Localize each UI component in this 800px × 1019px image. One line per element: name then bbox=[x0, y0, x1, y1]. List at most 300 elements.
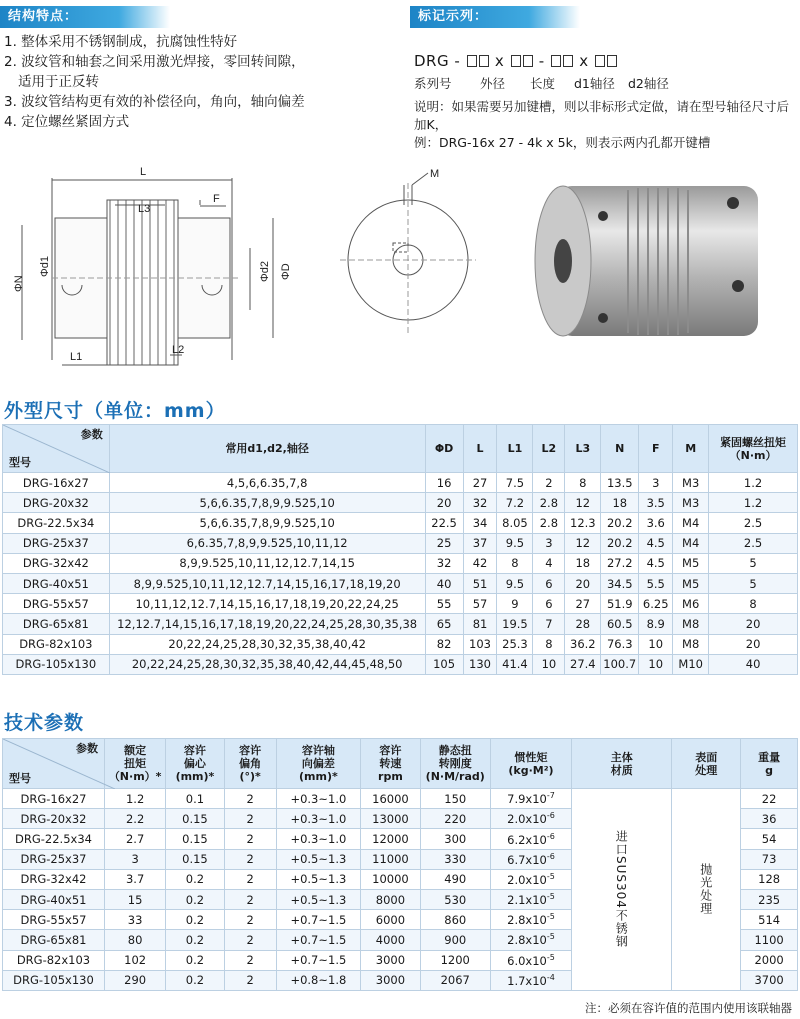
header-line: 主体 bbox=[610, 750, 633, 764]
table-row bbox=[3, 573, 798, 593]
table-cell: 9 bbox=[497, 594, 533, 614]
table-cell: 3.5 bbox=[639, 493, 673, 513]
table-row bbox=[3, 614, 798, 634]
table-cell: 2 bbox=[224, 789, 276, 809]
col-header bbox=[361, 739, 421, 789]
code-label: d1轴径 bbox=[574, 76, 615, 91]
table-cell: 860 bbox=[420, 910, 490, 930]
inertia-exponent: -5 bbox=[546, 952, 555, 962]
header-line: (°)* bbox=[239, 770, 261, 783]
table-cell: 8.9 bbox=[639, 614, 673, 634]
table-cell: 54 bbox=[741, 829, 798, 849]
feature-list bbox=[4, 32, 399, 132]
feature-item: 1. 整体采用不锈钢制成，抗腐蚀性特好 bbox=[4, 34, 238, 50]
inertia-base: 2.1x10 bbox=[507, 892, 547, 907]
table-cell: +0.3~1.0 bbox=[276, 809, 360, 829]
table-cell: 530 bbox=[420, 889, 490, 909]
table-cell: +0.7~1.5 bbox=[276, 930, 360, 950]
table-cell: 9.5 bbox=[497, 533, 533, 553]
code-box bbox=[607, 55, 617, 67]
table-cell: 42 bbox=[463, 553, 497, 573]
table-cell: 34 bbox=[463, 513, 497, 533]
table-cell: 27.4 bbox=[565, 654, 601, 674]
table-cell: DRG-40x51 bbox=[3, 573, 110, 593]
table-cell: 1.2 bbox=[709, 493, 798, 513]
inertia-exponent: -5 bbox=[546, 892, 555, 902]
table-cell: 2.8 bbox=[533, 513, 565, 533]
col-header: L1 bbox=[497, 425, 533, 473]
table-cell bbox=[490, 910, 571, 930]
feature-item: 2. 波纹管和轴套之间采用激光焊接，零回转间隙， bbox=[4, 54, 305, 70]
table-cell: 0.2 bbox=[166, 970, 224, 990]
table-cell: 20,22,24,25,28,30,32,35,38,40,42 bbox=[109, 634, 425, 654]
table-cell: 10 bbox=[639, 634, 673, 654]
header-line: 容许 bbox=[239, 744, 262, 757]
dim-F: F bbox=[213, 193, 220, 205]
header-line: 表面 bbox=[695, 750, 718, 764]
header-line: 材质 bbox=[610, 763, 633, 777]
table-cell: 300 bbox=[420, 829, 490, 849]
table-cell: DRG-25x37 bbox=[3, 849, 105, 869]
table-cell: 0.2 bbox=[166, 930, 224, 950]
table-cell: 105 bbox=[425, 654, 463, 674]
inertia-exponent: -5 bbox=[546, 932, 555, 942]
feature-item: 4. 定位螺丝紧固方式 bbox=[4, 114, 130, 130]
table-cell: 3 bbox=[533, 533, 565, 553]
table-cell: 10 bbox=[639, 654, 673, 674]
table-cell: 514 bbox=[741, 910, 798, 930]
code-box bbox=[467, 55, 477, 67]
code-box bbox=[551, 55, 561, 67]
table-cell: 12000 bbox=[361, 829, 421, 849]
header-line: 容许 bbox=[379, 744, 402, 757]
table-cell: DRG-20x32 bbox=[3, 493, 110, 513]
header-line: 容许轴 bbox=[301, 744, 335, 757]
table-cell: 4 bbox=[533, 553, 565, 573]
corner-param: 参数 bbox=[80, 428, 103, 441]
inertia-exponent: -6 bbox=[546, 811, 555, 821]
table-cell: +0.7~1.5 bbox=[276, 950, 360, 970]
side-view-drawing bbox=[0, 160, 300, 375]
table-cell bbox=[490, 970, 571, 990]
header-line: （N·m）* bbox=[108, 770, 162, 783]
tech-table bbox=[2, 738, 798, 991]
table-cell: 2 bbox=[224, 930, 276, 950]
code-box bbox=[479, 55, 489, 67]
dim-M: M bbox=[430, 168, 440, 180]
inertia-base: 6.0x10 bbox=[507, 953, 547, 968]
code-box bbox=[595, 55, 605, 67]
table-cell: 3.7 bbox=[104, 869, 165, 889]
table-row bbox=[3, 473, 798, 493]
header-line: 偏心 bbox=[183, 757, 206, 770]
coupling-photo bbox=[528, 168, 768, 348]
table-cell: 32 bbox=[463, 493, 497, 513]
table-cell: 4,5,6,6.35,7,8 bbox=[109, 473, 425, 493]
table-cell: 900 bbox=[420, 930, 490, 950]
code-prefix: DRG - bbox=[414, 52, 461, 70]
table-cell: 0.15 bbox=[166, 809, 224, 829]
dim-L3: L3 bbox=[138, 203, 151, 215]
inertia-base: 6.2x10 bbox=[507, 832, 547, 847]
table-cell: 27 bbox=[463, 473, 497, 493]
table-cell: +0.3~1.0 bbox=[276, 789, 360, 809]
table-cell: 6000 bbox=[361, 910, 421, 930]
table-cell bbox=[490, 849, 571, 869]
table-cell: 12,12.7,14,15,16,17,18,19,20,22,24,25,28,30,35,38 bbox=[109, 614, 425, 634]
table-cell: 1.2 bbox=[709, 473, 798, 493]
marking-banner: 标记示列： bbox=[410, 6, 580, 28]
inertia-exponent: -4 bbox=[546, 972, 555, 982]
table-cell: 5 bbox=[709, 573, 798, 593]
table-cell: DRG-82x103 bbox=[3, 634, 110, 654]
table-cell: 1.2 bbox=[104, 789, 165, 809]
tech-title: 技术参数 bbox=[4, 712, 85, 734]
table-cell: 76.3 bbox=[601, 634, 639, 654]
table-cell: 0.2 bbox=[166, 889, 224, 909]
table-cell: DRG-65x81 bbox=[3, 614, 110, 634]
col-header bbox=[741, 739, 798, 789]
table-cell: 7.2 bbox=[497, 493, 533, 513]
model-code bbox=[414, 52, 618, 70]
header-line: 重量 bbox=[758, 750, 781, 764]
table-row bbox=[3, 789, 798, 809]
table-cell: M10 bbox=[673, 654, 709, 674]
dims-corner-cell bbox=[3, 425, 110, 473]
table-cell: DRG-16x27 bbox=[3, 473, 110, 493]
table-cell: 5,6,6.35,7,8,9,9.525,10 bbox=[109, 493, 425, 513]
inertia-base: 7.9x10 bbox=[507, 792, 547, 806]
table-cell: 10 bbox=[533, 654, 565, 674]
table-cell: DRG-105x130 bbox=[3, 970, 105, 990]
table-cell bbox=[490, 930, 571, 950]
table-cell: 36.2 bbox=[565, 634, 601, 654]
inertia-exponent: -6 bbox=[546, 831, 555, 841]
footnote: 注：必须在容许值的范围内使用该联轴器 bbox=[585, 1001, 792, 1015]
table-cell: 220 bbox=[420, 809, 490, 829]
table-row bbox=[3, 533, 798, 553]
col-header: 常用d1,d2,轴径 bbox=[109, 425, 425, 473]
col-header bbox=[572, 739, 672, 789]
table-cell: 51 bbox=[463, 573, 497, 593]
code-dash: - bbox=[538, 52, 545, 70]
table-cell: 65 bbox=[425, 614, 463, 634]
structure-banner: 结构特点： bbox=[0, 6, 170, 28]
table-cell: 5,6,6.35,7,8,9,9.525,10 bbox=[109, 513, 425, 533]
header-line: 静态扭 bbox=[438, 744, 472, 757]
header-line: (mm)* bbox=[175, 770, 215, 783]
table-cell: 11000 bbox=[361, 849, 421, 869]
table-cell: 6,6.35,7,8,9,9.525,10,11,12 bbox=[109, 533, 425, 553]
table-cell: 2 bbox=[224, 970, 276, 990]
dims-title: 外型尺寸（单位：mm） bbox=[4, 400, 226, 422]
table-cell: +0.5~1.3 bbox=[276, 849, 360, 869]
table-cell: 12 bbox=[565, 493, 601, 513]
table-cell: 6 bbox=[533, 594, 565, 614]
table-cell: 34.5 bbox=[601, 573, 639, 593]
table-cell: 5 bbox=[709, 553, 798, 573]
table-cell: 40 bbox=[709, 654, 798, 674]
feature-item: 适用于正反转 bbox=[18, 74, 99, 90]
col-header bbox=[166, 739, 224, 789]
table-cell: 33 bbox=[104, 910, 165, 930]
dim-L1: L1 bbox=[70, 351, 83, 363]
table-cell: 80 bbox=[104, 930, 165, 950]
table-cell: 25 bbox=[425, 533, 463, 553]
code-label: d2轴径 bbox=[628, 76, 669, 91]
table-cell: 7.5 bbox=[497, 473, 533, 493]
table-cell: 3000 bbox=[361, 970, 421, 990]
table-cell: 10,11,12,12.7,14,15,16,17,18,19,20,22,24,25 bbox=[109, 594, 425, 614]
code-box bbox=[523, 55, 533, 67]
table-cell: 13000 bbox=[361, 809, 421, 829]
table-cell: M4 bbox=[673, 513, 709, 533]
inertia-base: 6.7x10 bbox=[507, 852, 547, 867]
table-cell: 8 bbox=[533, 634, 565, 654]
table-cell: 2.7 bbox=[104, 829, 165, 849]
inertia-base: 2.0x10 bbox=[507, 872, 547, 887]
table-cell: M5 bbox=[673, 553, 709, 573]
table-row bbox=[3, 553, 798, 573]
table-cell: 82 bbox=[425, 634, 463, 654]
table-cell: 6.25 bbox=[639, 594, 673, 614]
col-header: L bbox=[463, 425, 497, 473]
table-cell: 8 bbox=[497, 553, 533, 573]
inertia-exponent: -5 bbox=[546, 912, 555, 922]
table-cell: 2.5 bbox=[709, 533, 798, 553]
table-cell: 2.8 bbox=[533, 493, 565, 513]
header-line: 扭矩 bbox=[124, 757, 147, 770]
col-header bbox=[224, 739, 276, 789]
table-cell: 4000 bbox=[361, 930, 421, 950]
col-header: L2 bbox=[533, 425, 565, 473]
table-cell: 0.15 bbox=[166, 849, 224, 869]
dim-L: L bbox=[140, 166, 147, 178]
table-cell: 4.5 bbox=[639, 533, 673, 553]
corner-model: 型号 bbox=[9, 456, 31, 469]
table-cell: 8000 bbox=[361, 889, 421, 909]
table-cell: 20 bbox=[565, 573, 601, 593]
table-cell: 16000 bbox=[361, 789, 421, 809]
table-cell: 130 bbox=[463, 654, 497, 674]
table-cell: 0.15 bbox=[166, 829, 224, 849]
dim-phiN: ΦN bbox=[13, 275, 25, 292]
end-view-drawing bbox=[338, 165, 478, 335]
table-cell: 20 bbox=[425, 493, 463, 513]
table-cell: 36 bbox=[741, 809, 798, 829]
table-cell: 0.2 bbox=[166, 869, 224, 889]
table-cell bbox=[490, 889, 571, 909]
header-line: 向偏差 bbox=[301, 757, 335, 770]
table-cell: 28 bbox=[565, 614, 601, 634]
table-cell: 3 bbox=[104, 849, 165, 869]
table-cell: 41.4 bbox=[497, 654, 533, 674]
table-row bbox=[3, 634, 798, 654]
table-cell: 1200 bbox=[420, 950, 490, 970]
table-cell: 3 bbox=[639, 473, 673, 493]
header-line: 转速 bbox=[379, 757, 402, 770]
table-row bbox=[3, 493, 798, 513]
table-cell: DRG-32x42 bbox=[3, 869, 105, 889]
table-cell: 18 bbox=[565, 553, 601, 573]
corner-model: 型号 bbox=[9, 772, 31, 785]
table-cell: 7 bbox=[533, 614, 565, 634]
table-row bbox=[3, 654, 798, 674]
table-cell: 8 bbox=[565, 473, 601, 493]
header-line: rpm bbox=[378, 770, 403, 783]
table-cell: 81 bbox=[463, 614, 497, 634]
table-cell: 8,9,9.525,10,11,12,12.7,14,15,16,17,18,19,20 bbox=[109, 573, 425, 593]
header-line: 处理 bbox=[695, 763, 718, 777]
col-header bbox=[672, 739, 741, 789]
table-cell: 3700 bbox=[741, 970, 798, 990]
code-label: 系列号 bbox=[414, 76, 452, 91]
table-cell: 5.5 bbox=[639, 573, 673, 593]
table-cell: 15 bbox=[104, 889, 165, 909]
inertia-exponent: -7 bbox=[546, 791, 555, 801]
table-cell: 103 bbox=[463, 634, 497, 654]
feature-item: 3. 波纹管结构更有效的补偿径向，角向，轴向偏差 bbox=[4, 94, 305, 110]
table-cell: 290 bbox=[104, 970, 165, 990]
col-header: L3 bbox=[565, 425, 601, 473]
table-cell: M3 bbox=[673, 493, 709, 513]
inertia-base: 1.7x10 bbox=[507, 973, 547, 988]
table-cell: DRG-32x42 bbox=[3, 553, 110, 573]
note-text: 说明：如果需要另加键槽，则以非标形式定做，请在型号轴径尺寸后加K， bbox=[414, 99, 790, 132]
table-cell: 2.2 bbox=[104, 809, 165, 829]
table-cell: 0.2 bbox=[166, 910, 224, 930]
col-header: 紧固螺丝扭矩（N·m） bbox=[709, 425, 798, 473]
table-cell: 37 bbox=[463, 533, 497, 553]
table-cell bbox=[490, 950, 571, 970]
table-cell: 0.2 bbox=[166, 950, 224, 970]
header-line: 惯性矩 bbox=[514, 750, 548, 764]
tech-corner-cell bbox=[3, 739, 105, 789]
table-cell: 8 bbox=[709, 594, 798, 614]
table-cell: DRG-40x51 bbox=[3, 889, 105, 909]
table-cell: M3 bbox=[673, 473, 709, 493]
marking-note bbox=[414, 98, 800, 152]
inertia-base: 2.0x10 bbox=[507, 812, 547, 827]
table-cell: DRG-25x37 bbox=[3, 533, 110, 553]
col-header bbox=[276, 739, 360, 789]
inertia-base: 2.8x10 bbox=[507, 933, 547, 948]
table-cell bbox=[490, 869, 571, 889]
table-cell: 0.1 bbox=[166, 789, 224, 809]
table-cell: 2 bbox=[224, 829, 276, 849]
table-cell: 4.5 bbox=[639, 553, 673, 573]
table-cell: 2.5 bbox=[709, 513, 798, 533]
surface-cell: 抛光处理 bbox=[672, 789, 741, 991]
table-cell: 100.7 bbox=[601, 654, 639, 674]
table-cell: 12 bbox=[565, 533, 601, 553]
table-cell: 330 bbox=[420, 849, 490, 869]
table-cell: 2 bbox=[224, 869, 276, 889]
table-cell: 40 bbox=[425, 573, 463, 593]
code-label: 外径 bbox=[480, 76, 506, 91]
table-cell: +0.3~1.0 bbox=[276, 829, 360, 849]
header-line: 偏角 bbox=[239, 757, 262, 770]
code-label: 长度 bbox=[530, 76, 556, 91]
table-cell: 8.05 bbox=[497, 513, 533, 533]
table-cell: 1100 bbox=[741, 930, 798, 950]
table-cell: 27.2 bbox=[601, 553, 639, 573]
dim-L2: L2 bbox=[172, 344, 185, 356]
table-cell: 32 bbox=[425, 553, 463, 573]
table-cell: M8 bbox=[673, 614, 709, 634]
table-row bbox=[3, 594, 798, 614]
inertia-exponent: -6 bbox=[546, 851, 555, 861]
table-cell: +0.5~1.3 bbox=[276, 869, 360, 889]
table-cell: 73 bbox=[741, 849, 798, 869]
table-cell: 9.5 bbox=[497, 573, 533, 593]
table-cell: 2 bbox=[224, 809, 276, 829]
table-cell: DRG-55x57 bbox=[3, 910, 105, 930]
note-example: 例：DRG-16x 27 - 4k x 5k，则表示两内孔都开键槽 bbox=[414, 135, 711, 150]
table-row bbox=[3, 513, 798, 533]
table-cell: 102 bbox=[104, 950, 165, 970]
table-cell: 2 bbox=[224, 849, 276, 869]
table-cell: 16 bbox=[425, 473, 463, 493]
table-cell: DRG-82x103 bbox=[3, 950, 105, 970]
table-cell: 51.9 bbox=[601, 594, 639, 614]
code-box bbox=[563, 55, 573, 67]
table-cell: 18 bbox=[601, 493, 639, 513]
table-cell: 2 bbox=[224, 910, 276, 930]
table-cell: DRG-22.5x34 bbox=[3, 513, 110, 533]
col-header bbox=[420, 739, 490, 789]
table-cell: M4 bbox=[673, 533, 709, 553]
corner-param: 参数 bbox=[75, 742, 98, 755]
table-cell: DRG-55x57 bbox=[3, 594, 110, 614]
col-header: ΦD bbox=[425, 425, 463, 473]
code-x: x bbox=[494, 52, 505, 70]
table-cell: 2 bbox=[224, 889, 276, 909]
inertia-base: 2.8x10 bbox=[507, 913, 547, 928]
table-cell: 20 bbox=[709, 634, 798, 654]
col-header bbox=[490, 739, 571, 789]
table-cell: 20 bbox=[709, 614, 798, 634]
table-cell: M5 bbox=[673, 573, 709, 593]
table-cell: M8 bbox=[673, 634, 709, 654]
col-header: N bbox=[601, 425, 639, 473]
table-cell: 2000 bbox=[741, 950, 798, 970]
table-cell: 22 bbox=[741, 789, 798, 809]
table-cell: 2 bbox=[533, 473, 565, 493]
table-cell: 13.5 bbox=[601, 473, 639, 493]
table-cell: 3000 bbox=[361, 950, 421, 970]
material-cell: 进口SUS304不锈钢 bbox=[572, 789, 672, 991]
table-cell: 6 bbox=[533, 573, 565, 593]
table-cell: +0.8~1.8 bbox=[276, 970, 360, 990]
dim-phiD: ΦD bbox=[280, 263, 292, 280]
col-header: M bbox=[673, 425, 709, 473]
table-cell: DRG-20x32 bbox=[3, 809, 105, 829]
table-cell: DRG-22.5x34 bbox=[3, 829, 105, 849]
table-cell: 490 bbox=[420, 869, 490, 889]
table-cell: DRG-16x27 bbox=[3, 789, 105, 809]
table-cell: 8,9,9.525,10,11,12,12.7,14,15 bbox=[109, 553, 425, 573]
code-x: x bbox=[579, 52, 589, 70]
table-cell bbox=[490, 789, 571, 809]
header-line: (kg·M²) bbox=[508, 763, 554, 777]
col-header: F bbox=[639, 425, 673, 473]
table-cell: 57 bbox=[463, 594, 497, 614]
table-cell: 10000 bbox=[361, 869, 421, 889]
table-cell: 22.5 bbox=[425, 513, 463, 533]
inertia-exponent: -5 bbox=[546, 871, 555, 881]
header-line: 额定 bbox=[124, 744, 147, 757]
